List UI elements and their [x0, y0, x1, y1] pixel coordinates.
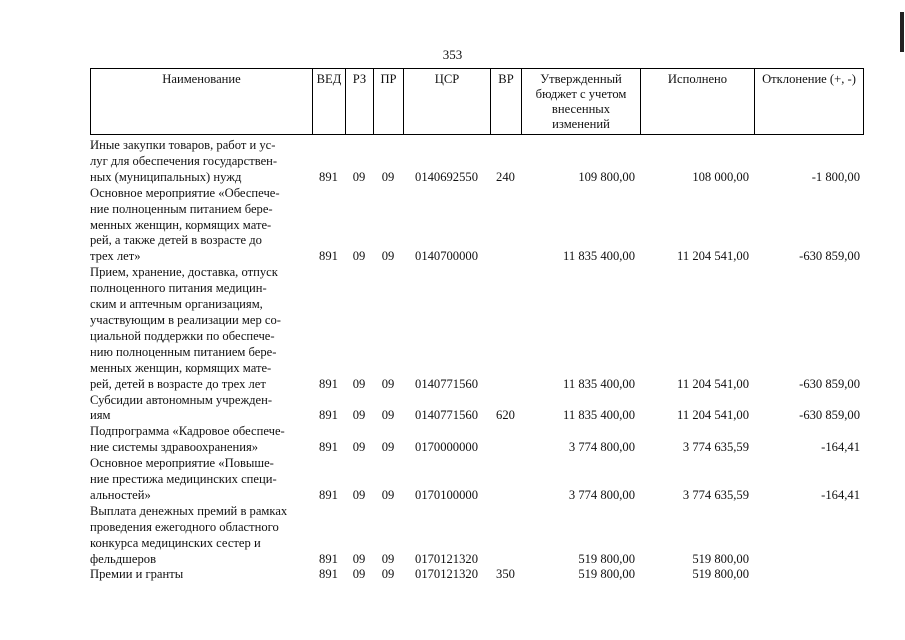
table-body	[90, 138, 863, 583]
row-csr: 0140771560	[415, 408, 478, 423]
row-csr: 0170121320	[415, 551, 478, 566]
row-vr: 240	[496, 169, 515, 184]
table-row	[90, 567, 863, 583]
row-pr: 09	[381, 376, 395, 391]
row-executed: 519 800,00	[692, 551, 749, 566]
table-row	[90, 186, 863, 266]
row-name: Субсидии автономным учрежден- иям	[90, 392, 273, 423]
row-deviation: -164,41	[821, 440, 860, 455]
header-deviation: Отклонение (+, -)	[755, 69, 864, 135]
row-approved: 3 774 800,00	[568, 487, 635, 502]
row-name: Прием, хранение, доставка, отпуск полноценного питания медицин- ским и аптечным организациям, участвующим в реализации мер со- циальной поддержки по обеспече- нию полноценным питанием бере- менных женщин, кормящих мате- рей, детей в возрасте до трех лет	[90, 265, 281, 391]
row-deviation: -630 859,00	[799, 376, 860, 391]
row-csr: 0140700000	[415, 249, 478, 264]
row-pr: 09	[381, 440, 395, 455]
row-pr: 09	[381, 487, 395, 502]
row-name: Основное мероприятие «Обеспече- ние полноценным питанием бере- менных женщин, кормящих мате- рей, а также детей в возрасте до трех лет»	[90, 185, 280, 264]
page-number: 353	[442, 47, 463, 62]
row-pr: 09	[381, 169, 395, 184]
header-executed: Исполнено	[641, 69, 755, 135]
header-name: Наименование	[91, 69, 313, 135]
row-rz: 09	[352, 376, 366, 391]
table-row	[90, 456, 863, 504]
table-row	[90, 265, 863, 392]
row-name: Премии и гранты	[90, 567, 184, 582]
row-deviation: -630 859,00	[799, 408, 860, 423]
header-rz: РЗ	[346, 69, 374, 135]
row-ved: 891	[319, 376, 338, 391]
header-csr: ЦСР	[404, 69, 491, 135]
row-approved: 3 774 800,00	[568, 440, 635, 455]
row-approved: 11 835 400,00	[563, 408, 635, 423]
row-executed: 108 000,00	[692, 169, 749, 184]
row-executed: 3 774 635,59	[682, 440, 749, 455]
table-row	[90, 424, 863, 456]
header-approved: Утвержденный бюджет с учетом внесенных изменений	[522, 69, 641, 135]
row-ved: 891	[319, 169, 338, 184]
row-vr: 350	[496, 567, 515, 582]
scan-edge-mark	[900, 12, 904, 52]
row-ved: 891	[319, 551, 338, 566]
row-rz: 09	[352, 567, 366, 582]
row-executed: 519 800,00	[692, 567, 749, 582]
row-pr: 09	[381, 567, 395, 582]
row-ved: 891	[319, 487, 338, 502]
row-executed: 11 204 541,00	[677, 249, 749, 264]
row-name: Выплата денежных премий в рамках проведения ежегодного областного конкурса медицинских сестер и фельдшеров	[90, 503, 288, 566]
header-pr: ПР	[374, 69, 404, 135]
row-executed: 3 774 635,59	[682, 487, 749, 502]
row-deviation: -630 859,00	[799, 249, 860, 264]
table-row	[90, 504, 863, 568]
header-ved: ВЕД	[313, 69, 346, 135]
row-rz: 09	[352, 408, 366, 423]
row-executed: 11 204 541,00	[677, 408, 749, 423]
row-csr: 0170000000	[415, 440, 478, 455]
row-csr: 0140692550	[415, 169, 478, 184]
row-pr: 09	[381, 249, 395, 264]
header-vr: ВР	[491, 69, 522, 135]
row-approved: 519 800,00	[578, 551, 635, 566]
row-pr: 09	[381, 408, 395, 423]
table-row	[90, 138, 863, 186]
row-rz: 09	[352, 169, 366, 184]
row-approved: 11 835 400,00	[563, 376, 635, 391]
row-executed: 11 204 541,00	[677, 376, 749, 391]
row-rz: 09	[352, 440, 366, 455]
table-row	[90, 393, 863, 425]
row-approved: 11 835 400,00	[563, 249, 635, 264]
row-name: Иные закупки товаров, работ и ус- луг для обеспечения государствен- ных (муниципальных) нужд	[90, 138, 278, 184]
row-rz: 09	[352, 551, 366, 566]
row-deviation: -164,41	[821, 487, 860, 502]
row-ved: 891	[319, 249, 338, 264]
row-ved: 891	[319, 567, 338, 582]
row-name: Подпрограмма «Кадровое обеспече- ние системы здравоохранения»	[90, 424, 285, 455]
row-rz: 09	[352, 249, 366, 264]
row-pr: 09	[381, 551, 395, 566]
row-name: Основное мероприятие «Повыше- ние престижа медицинских специ- альностей»	[90, 456, 277, 502]
row-rz: 09	[352, 487, 366, 502]
table-header	[90, 68, 864, 135]
row-csr: 0170121320	[415, 567, 478, 582]
row-ved: 891	[319, 408, 338, 423]
row-csr: 0170100000	[415, 487, 478, 502]
row-deviation: -1 800,00	[811, 169, 860, 184]
row-vr: 620	[496, 408, 515, 423]
row-approved: 109 800,00	[578, 169, 635, 184]
row-csr: 0140771560	[415, 376, 478, 391]
row-approved: 519 800,00	[578, 567, 635, 582]
row-ved: 891	[319, 440, 338, 455]
